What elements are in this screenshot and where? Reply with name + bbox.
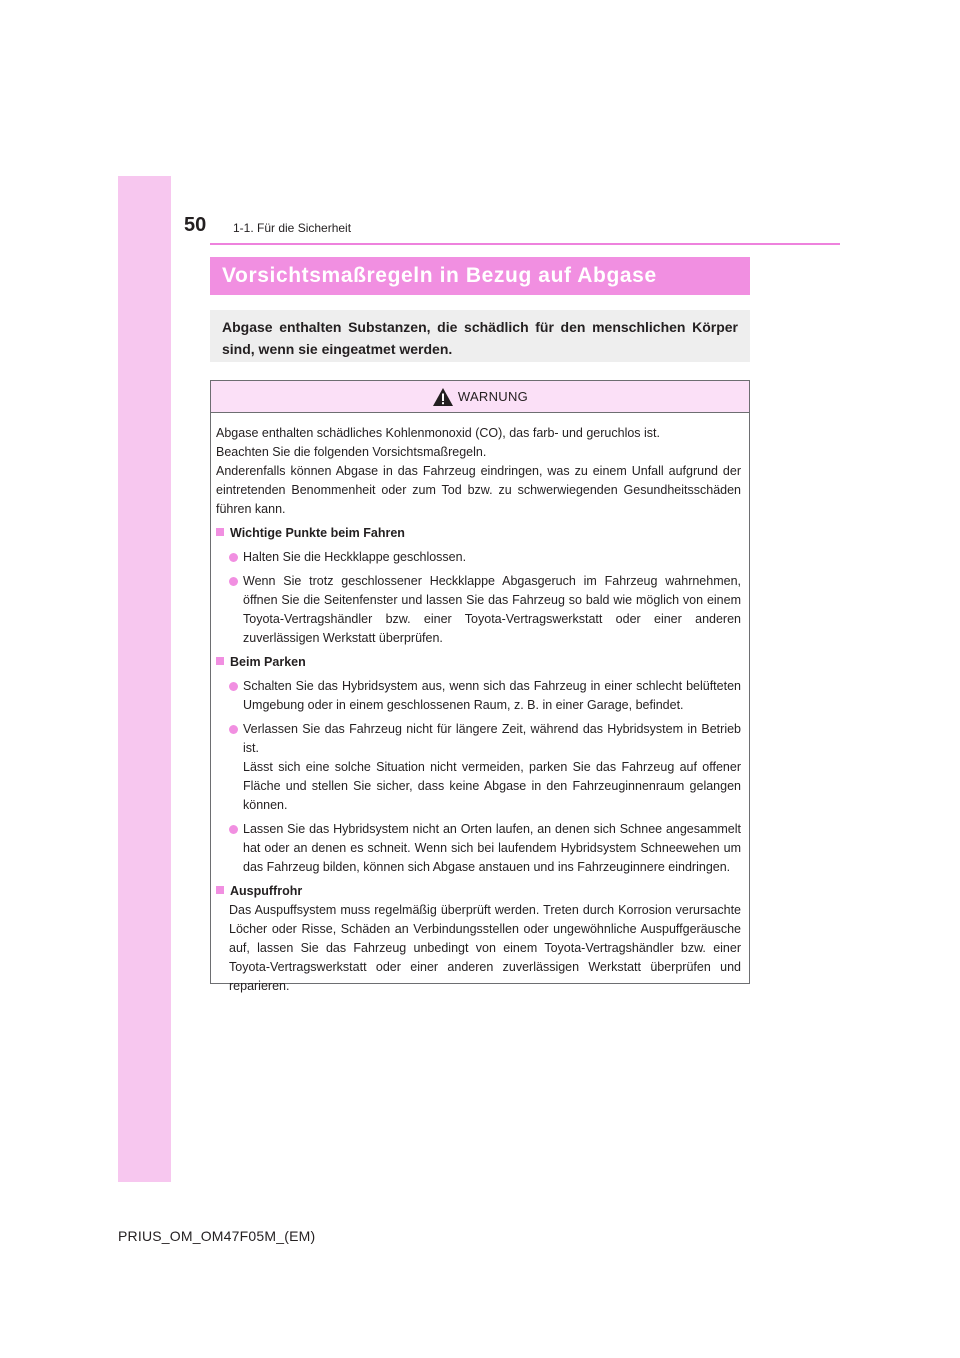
round-bullet-icon — [229, 725, 238, 734]
section-heading — [216, 882, 741, 901]
warning-text-line: Anderenfalls können Abgase in das Fahrzeug eindringen, was zu einem Unfall aufgrund der eintretenden Benommenheit oder zum Tod bzw. zu schwerwiegenden Gesundheitsschäden führen kann. — [216, 464, 741, 516]
side-tab-strip — [118, 176, 171, 1182]
page-number: 50 — [184, 214, 207, 236]
list-item — [216, 820, 741, 877]
warning-text-line: Abgase enthalten schädliches Kohlenmonoxid (CO), das farb- und geruchlos ist. — [216, 426, 661, 440]
page-title-bar — [210, 257, 750, 295]
square-bullet-icon — [216, 528, 224, 536]
section-label: 1-1. Für die Sicherheit — [233, 221, 352, 235]
list-item — [216, 720, 741, 815]
header-divider — [210, 243, 840, 245]
intro-summary: Abgase enthalten Substanzen, die schädlich für den menschlichen Körper sind, wenn sie eingeatmet werden. — [210, 310, 750, 362]
document-footer: PRIUS_OM_OM47F05M_(EM) — [118, 1228, 316, 1244]
list-item-text: Halten Sie die Heckklappe geschlossen. — [243, 550, 467, 564]
round-bullet-icon — [229, 577, 238, 586]
section-heading — [216, 653, 741, 672]
section-heading — [216, 524, 741, 543]
round-bullet-icon — [229, 825, 238, 834]
square-bullet-icon — [216, 657, 224, 665]
round-bullet-icon — [229, 682, 238, 691]
section-text: Das Auspuffsystem muss regelmäßig überprüft werden. Treten durch Korrosion verursachte Löcher oder Risse, Schäden an Verbindungsstellen oder ungewöhnliche Auspuffgeräusche auf, lassen Sie das Fahrzeug unbedingt von einem Toyota-Vertragshändler bzw. einer Toyota-Vertragswerkstatt oder einer anderen zuverlässigen Werkstatt überprüfen und reparieren. — [229, 903, 741, 993]
warning-triangle-icon — [432, 387, 454, 407]
warning-box — [210, 380, 750, 993]
page-title: Vorsichtsmaßregeln in Bezug auf Abgase — [222, 264, 657, 287]
warning-body — [211, 413, 749, 996]
warning-header — [211, 381, 749, 413]
warning-text-line: Beachten Sie die folgenden Vorsichtsmaßregeln. — [216, 445, 487, 459]
list-item — [216, 572, 741, 648]
list-item — [216, 548, 741, 567]
section-heading-text: Auspuffrohr — [230, 884, 303, 898]
list-item-text: Lassen Sie das Hybridsystem nicht an Orten laufen, an denen sich Schnee angesammelt hat oder an denen es schneit. Wenn sich bei laufendem Hybridsystem Schneewehen um das Fahrzeug bilden, können sich Abgase anstauen und ins Fahrzeuginnere eindringen. — [243, 822, 741, 874]
list-item — [216, 677, 741, 715]
section-heading-text: Wichtige Punkte beim Fahren — [230, 526, 405, 540]
square-bullet-icon — [216, 886, 224, 894]
list-item-text: Schalten Sie das Hybridsystem aus, wenn sich das Fahrzeug in einer schlecht belüfteten Umgebung oder in einem geschlossenen Raum, z. B. in einer Garage, befindet. — [243, 679, 741, 712]
list-item-text: Verlassen Sie das Fahrzeug nicht für längere Zeit, während das Hybridsystem in Betrieb ist. — [243, 722, 741, 755]
round-bullet-icon — [229, 553, 238, 562]
list-item-text: Wenn Sie trotz geschlossener Heckklappe Abgasgeruch im Fahrzeug wahrnehmen, öffnen Sie die Seitenfenster und lassen Sie das Fahrzeug so bald wie möglich von einem Toyota-Vertragshändler bzw. einer Toyota-Vertragswerkstatt oder einer anderen zuverlässigen Werkstatt überprüfen. — [243, 574, 741, 645]
warning-label: WARNUNG — [457, 389, 529, 404]
section-heading-text: Beim Parken — [230, 655, 306, 669]
warning-paragraph — [216, 424, 741, 519]
list-item-text: Lässt sich eine solche Situation nicht vermeiden, parken Sie das Fahrzeug auf offener Fläche und stellen Sie sicher, dass keine Abgase in den Fahrzeuginnenraum gelangen können. — [243, 760, 741, 812]
